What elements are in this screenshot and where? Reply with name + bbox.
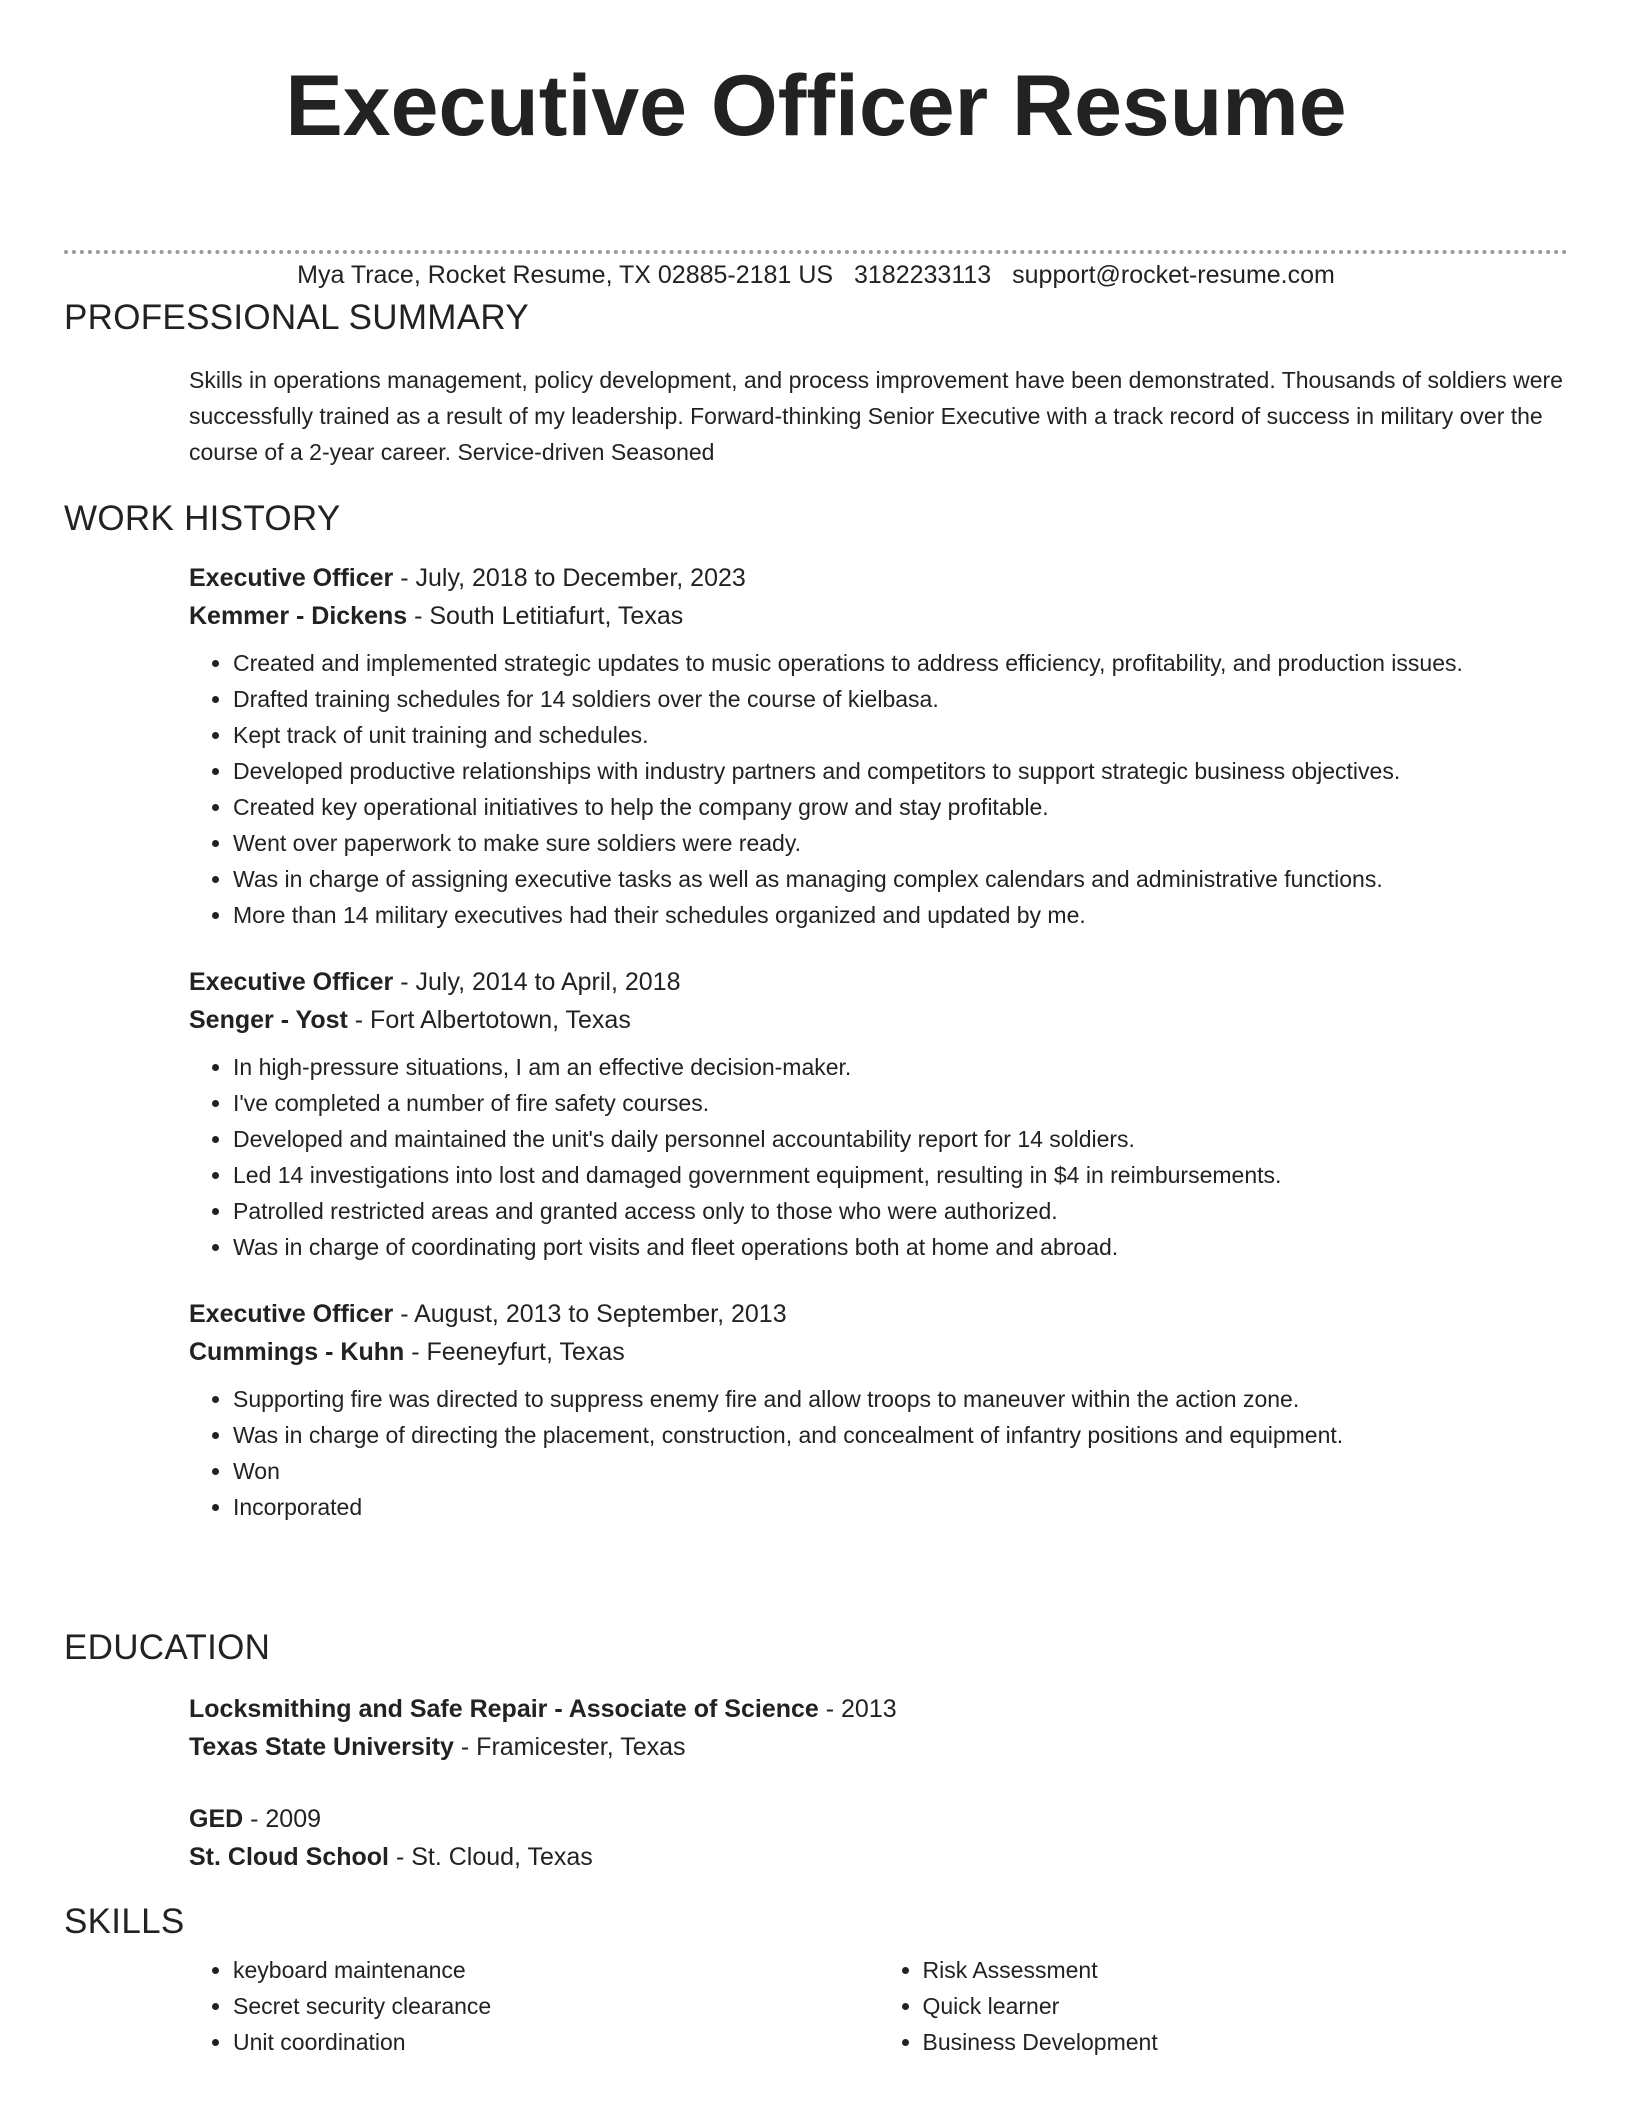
education-degree: Locksmithing and Safe Repair - Associate of Science	[189, 1695, 819, 1723]
job-company: Senger - Yost	[189, 1006, 348, 1034]
job-bullet: • Led 14 investigations into lost and damaged government equipment, resulting in $4 in reimbursements.	[233, 1157, 1568, 1193]
education-school: St. Cloud School	[189, 1843, 389, 1871]
job-bullet: • Incorporated	[233, 1489, 1568, 1525]
job-dates: - July, 2018 to December, 2023	[393, 564, 746, 592]
skill-item: • keyboard maintenance	[233, 1952, 879, 1988]
skill-item: • Secret security clearance	[233, 1988, 879, 2024]
job-bullet: • Drafted training schedules for 14 soldiers over the course of kielbasa.	[233, 681, 1568, 717]
education-degree: GED	[189, 1805, 244, 1833]
skills-heading: SKILLS	[64, 1902, 185, 1941]
contact-email: support@rocket-resume.com	[1012, 261, 1335, 289]
job-company: Cummings - Kuhn	[189, 1338, 405, 1366]
job-title: Executive Officer	[189, 564, 394, 592]
job-location: - Feeneyfurt, Texas	[404, 1338, 625, 1366]
skills-list	[189, 1944, 1568, 2060]
education-location: - St. Cloud, Texas	[389, 1843, 593, 1871]
job-bullet: • Won	[233, 1453, 1568, 1489]
job-bullets	[189, 1381, 1568, 1525]
job-entry	[189, 1295, 1568, 1525]
skills-column-right	[879, 1952, 1569, 2060]
education-year: - 2009	[243, 1805, 322, 1833]
education-entry	[189, 1800, 1568, 1876]
education-location: - Framicester, Texas	[453, 1733, 686, 1761]
work-history-heading: WORK HISTORY	[64, 499, 341, 538]
skill-item: • Unit coordination	[233, 2024, 879, 2060]
job-title-line	[189, 559, 1568, 597]
job-bullet: • Patrolled restricted areas and granted access only to those who were authorized.	[233, 1193, 1568, 1229]
job-list	[189, 559, 1568, 1525]
job-bullet: • Created and implemented strategic updates to music operations to address efficiency, profitability, and production issues.	[233, 645, 1568, 681]
education-heading: EDUCATION	[64, 1628, 271, 1667]
skill-item: • Risk Assessment	[923, 1952, 1569, 1988]
job-dates: - August, 2013 to September, 2013	[393, 1300, 787, 1328]
summary-section	[64, 296, 1568, 470]
education-school-line	[189, 1728, 1568, 1766]
job-company: Kemmer - Dickens	[189, 602, 408, 630]
education-degree-line	[189, 1800, 1568, 1838]
education-section	[64, 1626, 1568, 1910]
skill-item: • Quick learner	[923, 1988, 1569, 2024]
work-history-section	[64, 497, 1568, 1555]
skills-column-left	[189, 1952, 879, 2060]
job-bullet: • Was in charge of coordinating port visits and fleet operations both at home and abroad.	[233, 1229, 1568, 1265]
job-bullets	[189, 1049, 1568, 1265]
contact-line	[0, 258, 1632, 292]
job-bullet: • Was in charge of assigning executive tasks as well as managing complex calendars and administrative functions.	[233, 861, 1568, 897]
resume-title: Executive Officer Resume	[285, 58, 1347, 154]
job-location: - Fort Albertotown, Texas	[347, 1006, 631, 1034]
job-bullet: • Went over paperwork to make sure soldiers were ready.	[233, 825, 1568, 861]
job-entry	[189, 963, 1568, 1265]
job-company-line	[189, 597, 1568, 635]
job-bullets	[189, 645, 1568, 933]
job-title-line	[189, 1295, 1568, 1333]
job-bullet: • Developed and maintained the unit's daily personnel accountability report for 14 soldiers.	[233, 1121, 1568, 1157]
job-bullet: • More than 14 military executives had their schedules organized and updated by me.	[233, 897, 1568, 933]
job-bullet: • Was in charge of directing the placement, construction, and concealment of infantry positions and equipment.	[233, 1417, 1568, 1453]
skills-section	[64, 1900, 1568, 2060]
job-dates: - July, 2014 to April, 2018	[393, 968, 681, 996]
job-company-line	[189, 1001, 1568, 1039]
education-degree-line	[189, 1690, 1568, 1728]
job-bullet: • I've completed a number of fire safety courses.	[233, 1085, 1568, 1121]
education-entry	[189, 1690, 1568, 1766]
job-bullet: • In high-pressure situations, I am an effective decision-maker.	[233, 1049, 1568, 1085]
education-school: Texas State University	[189, 1733, 454, 1761]
job-bullet: • Developed productive relationships with industry partners and competitors to support strategic business objectives.	[233, 753, 1568, 789]
education-year: - 2013	[818, 1695, 897, 1723]
summary-heading: PROFESSIONAL SUMMARY	[64, 298, 529, 337]
skill-item: • Business Development	[923, 2024, 1569, 2060]
job-title: Executive Officer	[189, 1300, 394, 1328]
job-company-line	[189, 1333, 1568, 1371]
job-bullet: • Kept track of unit training and schedules.	[233, 717, 1568, 753]
job-title-line	[189, 963, 1568, 1001]
education-school-line	[189, 1838, 1568, 1876]
education-list	[189, 1690, 1568, 1876]
job-entry	[189, 559, 1568, 933]
summary-text: Skills in operations management, policy development, and process improvement have been demonstrated. Thousands of soldiers were successfully trained as a result of my leadership. Forward-thinking Senior Executive with a track record of success in military over the course of a 2-year career. Service-driven Seasoned	[189, 367, 1563, 465]
contact-address: Mya Trace, Rocket Resume, TX 02885-2181 US	[297, 261, 834, 289]
contact-phone: 3182233113	[854, 261, 992, 289]
job-bullet: • Created key operational initiatives to help the company grow and stay profitable.	[233, 789, 1568, 825]
job-title: Executive Officer	[189, 968, 394, 996]
header-divider	[64, 250, 1568, 254]
job-location: - South Letitiafurt, Texas	[407, 602, 684, 630]
job-bullet: • Supporting fire was directed to suppress enemy fire and allow troops to maneuver within the action zone.	[233, 1381, 1568, 1417]
